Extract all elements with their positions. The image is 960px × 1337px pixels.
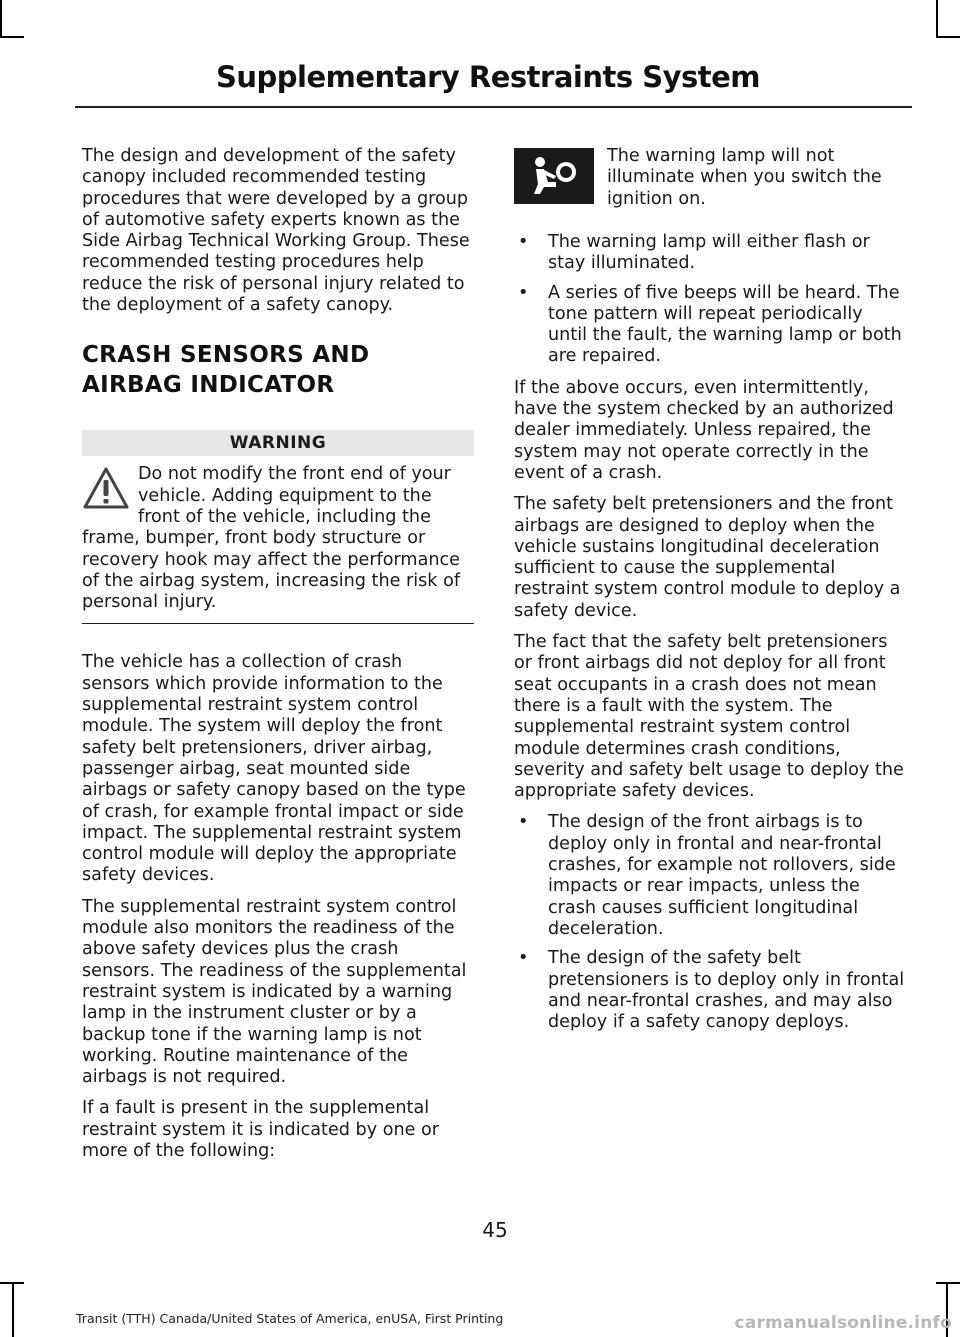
warning-lamp-text: The warning lamp will not illuminate when you switch the ignition on. <box>607 146 882 209</box>
bullet: • <box>518 282 529 303</box>
body-paragraph: The supplemental restraint system control module also monitors the readiness of the above safety devices plus the crash sensors. The readiness of the supplemental restraint system is indicated by a warning lamp in the instrument cluster or by a backup tone if the warning lamp is not working. Routine maintenance of the airbags is not required. <box>82 896 467 1088</box>
watermark: carmanualsonline.info <box>734 1313 952 1333</box>
crop-mark <box>936 1282 960 1284</box>
airbag-person-icon <box>526 154 582 198</box>
body-paragraph: The safety belt pretensioners and the front airbags are designed to deploy when the vehicle sustains longitudinal deceleration sufficient to cause the supplemental restraint system control module to deploy a safety device. <box>514 494 901 621</box>
list-item: • The design of the safety belt pretensioners is to deploy only in frontal and near-frontal crashes, and may also deploy if a safety canopy deploys. <box>518 948 905 1033</box>
section-heading <box>82 340 474 400</box>
list-item: • The design of the front airbags is to deploy only in frontal and near-frontal crashes, for example not rollovers, side impacts or rear impacts, unless the crash causes sufficient longitudinal deceleration. <box>518 812 896 939</box>
warning-triangle-icon <box>82 466 130 510</box>
crop-mark <box>0 1282 24 1284</box>
warning-text: Do not modify the front end of your vehicle. Adding equipment to the front of the vehicle, including the frame, bumper, front body structure or recovery hook may affect the performance of the airbag system, increasing the risk of personal injury. <box>82 464 461 613</box>
footer-text: Transit (TTH) Canada/United States of America, enUSA, First Printing <box>76 1311 504 1326</box>
bullet: • <box>518 232 529 252</box>
warning-box <box>82 464 474 624</box>
page-title: Supplementary Restraints System <box>215 60 760 94</box>
body-paragraph: If a fault is present in the supplemental restraint system it is indicated by one or more of the following: <box>82 1098 440 1161</box>
body-paragraph: The vehicle has a collection of crash sensors which provide information to the supplemental restraint system control module. The system will deploy the front safety belt pretensioners, driver airbag, passenger airbag, seat mounted side airbags or safety canopy based on the type of crash, for example frontal impact or side impact. The supplemental restraint system control module will deploy the appropriate safety devices. <box>82 652 466 886</box>
section-heading-line2: AIRBAG INDICATOR <box>82 372 335 399</box>
warning-lamp-note <box>514 146 906 218</box>
section-heading-line1: CRASH SENSORS AND <box>82 342 370 369</box>
body-paragraph: The fact that the safety belt pretensioners or front airbags did not deploy for all front seat occupants in a crash does not mean there is a fault with the system. The supplemental restraint system control module determines crash conditions, severity and safety belt usage to deploy the appropriate safety devices. <box>514 632 904 802</box>
crop-mark <box>12 1282 14 1337</box>
list-item: • The warning lamp will either flash or stay illuminated. <box>518 232 870 274</box>
deployment-design-list <box>514 812 906 1033</box>
crop-mark <box>936 0 938 38</box>
page-number: 45 <box>482 1218 508 1242</box>
body-paragraph: If the above occurs, even intermittently, have the system checked by an authorized dealer immediately. Unless repaired, the system may not operate correctly in the event of a crash. <box>514 377 894 483</box>
warning-label: WARNING <box>82 430 474 456</box>
airbag-warning-lamp-icon <box>514 148 594 204</box>
bullet: • <box>518 948 529 969</box>
bullet: • <box>518 812 529 833</box>
left-column <box>82 146 474 1172</box>
right-column <box>514 146 906 1043</box>
header-rule <box>75 106 912 108</box>
crop-mark <box>0 0 2 38</box>
fault-indicator-list <box>514 232 906 368</box>
list-item: • A series of five beeps will be heard. The tone pattern will repeat periodically until the fault, the warning lamp or both are repaired. <box>518 282 902 367</box>
crop-mark <box>936 36 960 38</box>
crop-mark <box>0 36 24 38</box>
intro-paragraph: The design and development of the safety canopy included recommended testing procedures that were developed by a group of automotive safety experts known as the Side Airbag Technical Working Group. These recommended testing procedures help reduce the risk of personal injury related to the deployment of a safety canopy. <box>82 146 470 316</box>
